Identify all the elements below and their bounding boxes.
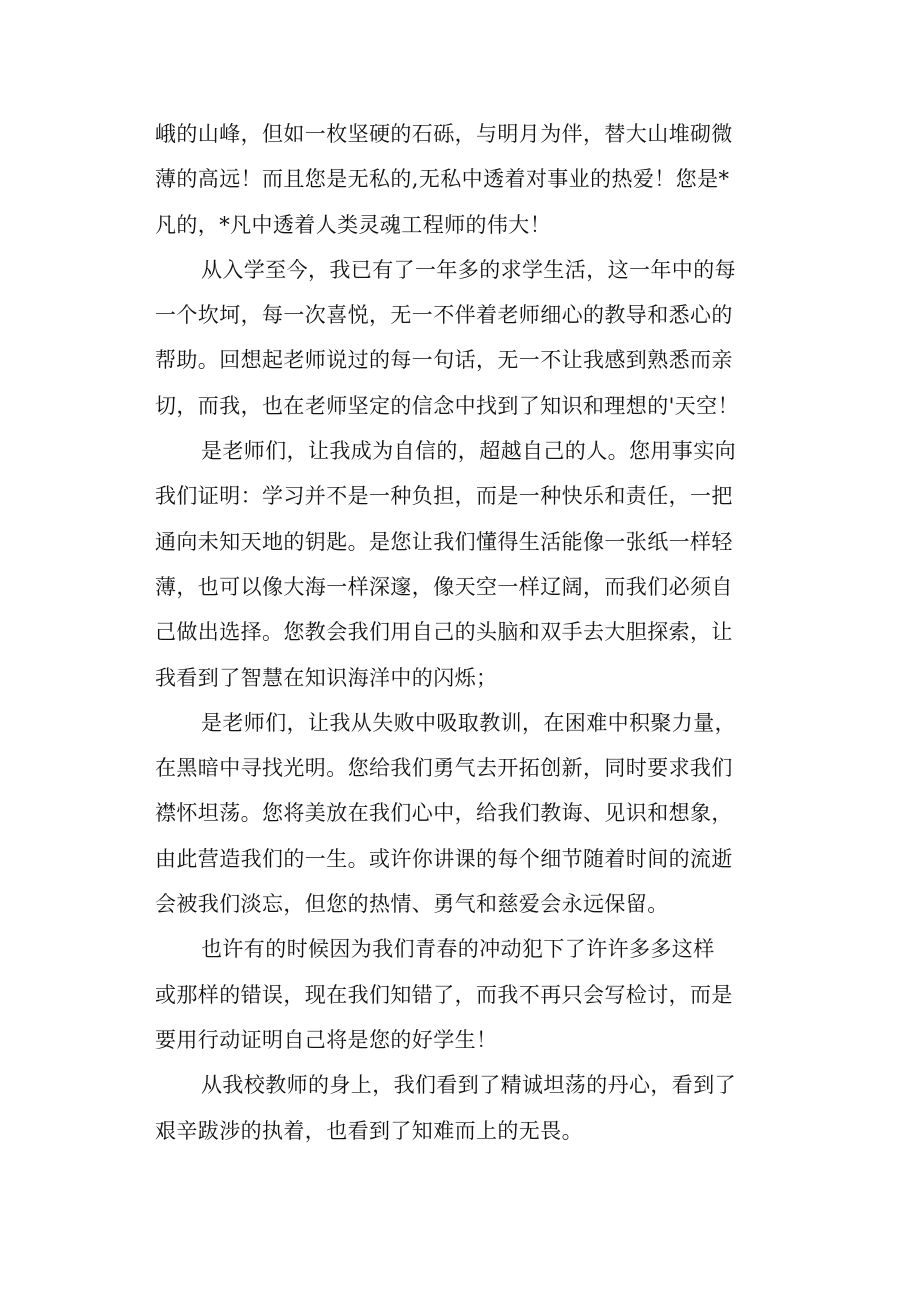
text-line: 通向未知天地的钥匙。是您让我们懂得生活能像一张纸一样轻 [155, 529, 733, 554]
text-line: 一个坎坷，每一次喜悦，无一不伴着老师细心的教导和悉心的 [155, 303, 733, 328]
paragraph-3 [155, 429, 780, 701]
text-line: 我们证明：学习并不是一种负担，而是一种快乐和责任，一把 [155, 484, 733, 509]
text-line: 帮助。回想起老师说过的每一句话，无一不让我感到熟悉而亲 [155, 348, 733, 373]
text-line: 艰辛跋涉的执着，也看到了知难而上的无畏。 [155, 1118, 583, 1143]
text-line: 在黑暗中寻找光明。您给我们勇气去开拓创新，同时要求我们 [155, 756, 733, 781]
text-line: 薄的高远！而且您是无私的,无私中透着对事业的热爱！您是* [155, 167, 730, 192]
text-line: 切，而我，也在老师坚定的信念中找到了知识和理想的'天空！ [155, 393, 739, 418]
text-line: 薄，也可以像大海一样深邃，像天空一样辽阔，而我们必须自 [155, 574, 733, 599]
text-line: 要用行动证明自己将是您的好学生！ [155, 1027, 498, 1052]
text-line: 是老师们，让我成为自信的，超越自己的人。您用事实向 [201, 439, 736, 464]
text-line: 会被我们淡忘，但您的热情、勇气和慈爱会永远保留。 [155, 892, 669, 917]
document-body [155, 112, 780, 1154]
paragraph-1 [155, 112, 780, 248]
text-line: 襟怀坦荡。您将美放在我们心中，给我们教诲、见识和想象， [155, 801, 733, 826]
text-line: 己做出选择。您教会我们用自己的头脑和双手去大胆探索，让 [155, 620, 733, 645]
text-line: 由此营造我们的一生。或许你讲课的每个细节随着时间的流逝 [155, 846, 733, 871]
text-line: 峨的山峰，但如一枚坚硬的石砾，与明月为伴，替大山堆砌微 [155, 122, 733, 146]
paragraph-5 [155, 927, 780, 1063]
paragraph-2 [155, 248, 780, 429]
text-line: 或那样的错误，现在我们知错了，而我不再只会写检讨，而是 [155, 982, 733, 1007]
text-line: 从入学至今，我已有了一年多的求学生活，这一年中的每 [201, 257, 736, 282]
text-line: 凡的，*凡中透着人类灵魂工程师的伟大！ [155, 212, 552, 237]
text-line: 我看到了智慧在知识海洋中的闪烁； [155, 665, 498, 690]
text-line: 从我校教师的身上，我们看到了精诚坦荡的丹心，看到了 [201, 1073, 736, 1098]
paragraph-4 [155, 701, 780, 927]
paragraph-6 [155, 1063, 780, 1154]
text-line: 也许有的时候因为我们青春的冲动犯下了许许多多这样 [201, 937, 715, 962]
text-line: 是老师们，让我从失败中吸取教训，在困难中积聚力量， [201, 710, 736, 735]
